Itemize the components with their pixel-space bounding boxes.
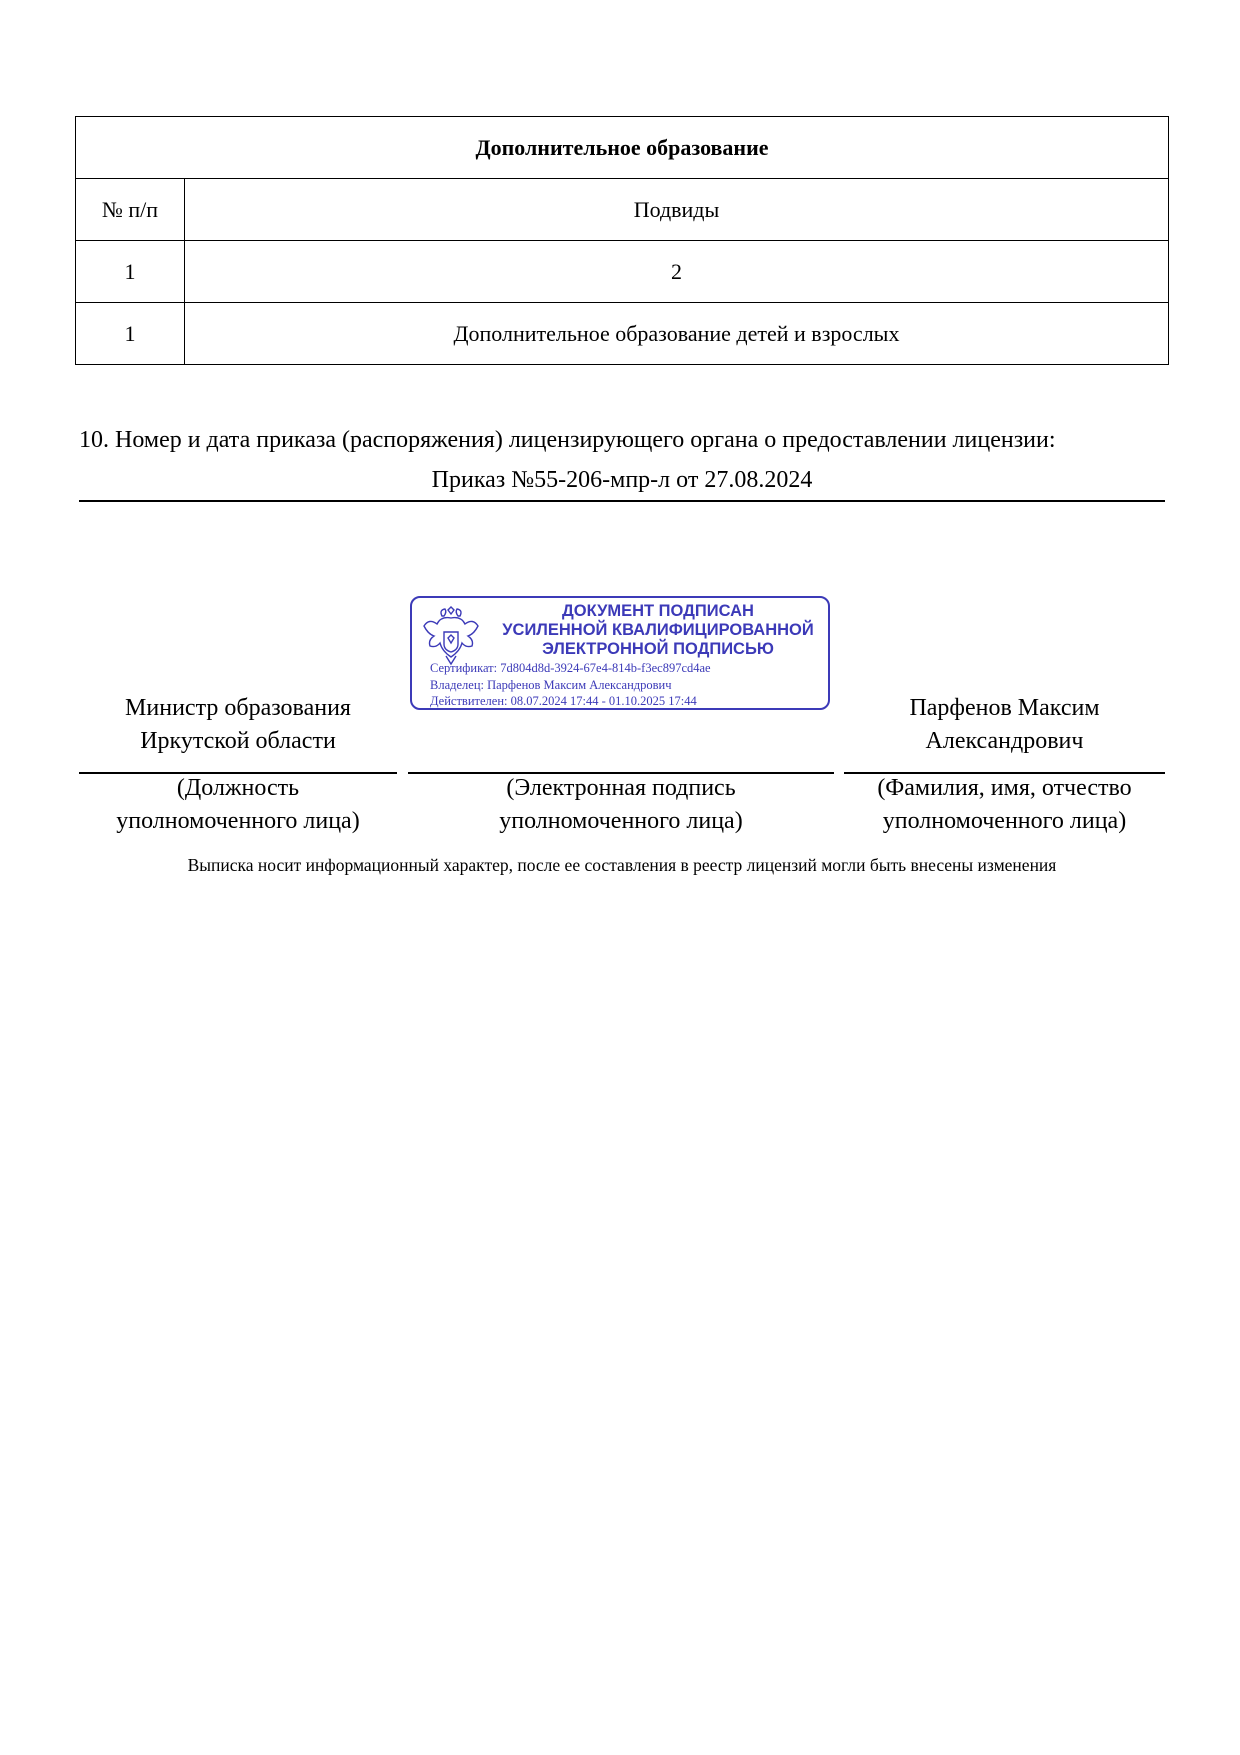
caption-signature-line1: (Электронная подпись [506,775,736,801]
stamp-owner: Владелец: Парфенов Максим Александрович [430,677,672,692]
stamp-certificate: Сертификат: 7d804d8d-3924-67e4-814b-f3ec897cd4ae [430,661,711,675]
col-header-subtypes: Подвиды [185,179,1169,241]
table-title: Дополнительное образование [76,117,1169,179]
row-subtype: Дополнительное образование детей и взрослых [185,303,1169,365]
table-header-row [76,179,1169,241]
footnote: Выписка носит информационный характер, после ее составления в реестр лицензий могли быть внесены изменения [187,855,1057,875]
col-number-1: 1 [76,241,185,303]
signer-position-line1: Министр образования [125,695,351,721]
stamp-validity: Действителен: 08.07.2024 17:44 - 01.10.2025 17:44 [430,694,697,708]
col-number-2: 2 [185,241,1169,303]
signer-position-line2: Иркутской области [140,728,336,754]
stamp-header-line2: УСИЛЕННОЙ КВАЛИФИЦИРОВАННОЙ [502,621,814,639]
coat-of-arms-icon [422,606,480,666]
stamp-header [490,602,826,659]
caption-name-line2: уполномоченного лица) [882,808,1127,834]
stamp-meta [430,660,826,710]
caption-position-line1: (Должность [176,775,300,801]
table-colnum-row [76,241,1169,303]
signer-name [844,692,1165,758]
caption-name [844,772,1165,838]
row-number: 1 [76,303,185,365]
table-row [76,303,1169,365]
signature-stamp [410,596,830,710]
caption-position [79,772,397,838]
signer-name-line2: Александрович [925,728,1084,754]
caption-signature [408,772,834,838]
signer-position [79,692,397,758]
signer-name-line1: Парфенов Максим [909,695,1100,721]
col-header-number: № п/п [76,179,185,241]
table-title-row [76,117,1169,179]
caption-position-line2: уполномоченного лица) [116,808,360,834]
order-value: Приказ №55-206-мпр-л от 27.08.2024 [79,464,1165,502]
caption-name-line1: (Фамилия, имя, отчество [877,775,1132,801]
stamp-header-line1: ДОКУМЕНТ ПОДПИСАН [562,602,754,620]
item10-label: 10. Номер и дата приказа (распоряжения) лицензирующего органа о предоставлении лицензии: [79,427,1056,453]
stamp-header-line3: ЭЛЕКТРОННОЙ ПОДПИСЬЮ [542,640,774,658]
caption-signature-line2: уполномоченного лица) [499,808,743,834]
education-subtypes-table [75,116,1169,365]
